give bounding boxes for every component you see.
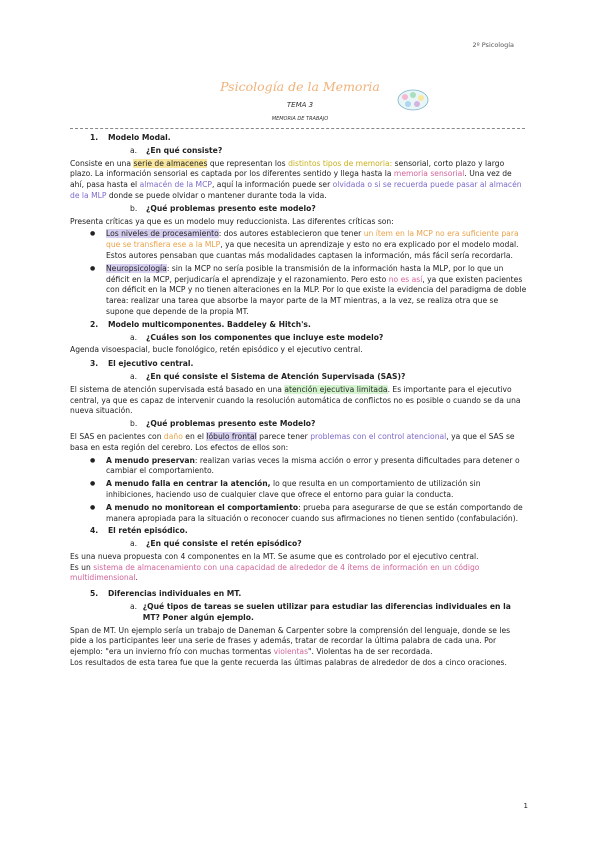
paragraph: El sistema de atención supervisada está basado en una atención ejecutiva limitada. Es importante para el ejecutivo central, ya que es capaz de intervenir cuando la resolución automática de conflictos no es posible o cuando se da una nueva situación. xyxy=(70,384,521,416)
header-course: 2º Psicología xyxy=(472,41,514,49)
section-heading: 3. El ejecutivo central. xyxy=(90,359,194,369)
topic-label: TEMA 3 xyxy=(286,101,314,109)
document-body xyxy=(70,133,527,669)
subsection-heading: b. ¿Qué problemas presento este Modelo? xyxy=(130,419,316,429)
subsection-heading: a. ¿Cuáles son los componentes que incluye este modelo? xyxy=(130,332,384,342)
paragraph: Es un sistema de almacenamiento con una capacidad de alrededor de 4 ítems de información en un código multidimensional. xyxy=(70,562,480,583)
subsection-heading: a. ¿Qué tipos de tareas se suelen utilizar para estudiar las diferencias individuales en la MT? Poner algún ejemplo. xyxy=(130,602,511,622)
section-heading: 4. El retén episódico. xyxy=(90,526,188,536)
subsection-heading: a. ¿En qué consiste? xyxy=(130,145,223,155)
page-title: Psicología de la Memoria xyxy=(220,79,380,94)
paragraph: Es una nueva propuesta con 4 componentes en la MT. Se asume que es controlado por el ejecutivo central. xyxy=(70,551,479,561)
section-heading: 1. Modelo Modal. xyxy=(90,133,171,142)
page-number: 1 xyxy=(523,802,528,810)
paragraph: Presenta críticas ya que es un modelo muy reduccionista. Las diferentes críticas son: xyxy=(70,216,394,226)
list-item: ● A menudo no monitorean el comportamiento: prueba para asegurarse de que se están comportando de manera apropiada para la situación o reconocer cuando sus afirmaciones no tienen sentido (confabulación). xyxy=(70,503,527,525)
paragraph: El SAS en pacientes con daño en el lóbulo frontal parece tener problemas con el control atencional, ya que el SAS se basa en esta región del cerebro. Los efectos de ellos son: xyxy=(70,431,515,452)
list-item: ● Los niveles de procesamiento: dos autores establecieron que tener un ítem en la MCP no era suficiente para que se transfiera ese a la MLP, ya que necesita un aprendizaje y esto no era explicado por el modelo modal. Estos autores pensaban que cuantas más modalidades captasen la información, más fácil sería recordarla. xyxy=(70,229,527,261)
section-heading: 2. Modelo multicomponentes. Baddeley & Hitch's. xyxy=(90,319,311,329)
bullet-list xyxy=(70,229,527,317)
section-heading: 5. Diferencias individuales en MT. xyxy=(90,589,242,599)
paragraph: Los resultados de esta tarea fue que la gente recuerda las últimas palabras de alrededor de dos a cinco oraciones. xyxy=(70,658,507,668)
paragraph: Agenda visoespacial, bucle fonológico, retén episódico y el ejecutivo central. xyxy=(70,345,363,355)
list-item: ● A menudo falla en centrar la atención, lo que resulta en un comportamiento de utilización sin inhibiciones, haciendo uso de cualquier clave que ofrece el entorno para guiar la conducta. xyxy=(70,479,527,501)
subtopic-label: MEMORIA DE TRABAJO xyxy=(271,116,329,122)
list-item: ● Neuropsicología: sin la MCP no sería posible la transmisión de la información hasta la MLP, por lo que un déficit en la MCP, perjudicaría el aprendizaje y el razonamiento. Pero esto no es así, ya que existen pacientes con déficit en la MCP y no tienen alteraciones en la MLP. Por lo que existe la evidencia del paradigma de doble tarea: realizar una tarea que absorbe la mayor parte de la MT mientras, a la vez, se realiza otra que se supone que depende de la propia MT. xyxy=(70,264,527,318)
subsection-heading: a. ¿En qué consiste el Sistema de Atención Supervisada (SAS)? xyxy=(130,371,406,381)
bullet-list xyxy=(70,456,527,525)
subsection-heading: a. ¿En qué consiste el retén episódico? xyxy=(130,539,302,549)
divider xyxy=(70,128,525,129)
paragraph: Span de MT. Un ejemplo sería un trabajo de Daneman & Carpenter sobre la comprensión del lenguaje, donde se les pide a los participantes leer una serie de frases y además, tratar de recordar la última palabra de cada una. Por ejemplo: "era un invierno frío con muchas tormentas violentas". Violentas ha de ser recordada. xyxy=(70,625,511,657)
list-item: ● A menudo preservan: realizan varias veces la misma acción o error y presenta dificultades para detener o cambiar el comportamiento. xyxy=(70,456,527,478)
subsection-heading: b. ¿Qué problemas presento este modelo? xyxy=(130,203,316,213)
paragraph: Consiste en una serie de almacenes que representan los distintos tipos de memoria: sensorial, corto plazo y largo plazo. La información sensorial es captada por los diferentes sentido y llega hasta la memoria sensorial. Una vez de ahí, pasa hasta el almacén de la MCP, aquí la información puede ser olvidada o si se recuerda puede pasar al almacén de la MLP donde se puede olvidar o mantener durante toda la vida. xyxy=(70,158,522,200)
